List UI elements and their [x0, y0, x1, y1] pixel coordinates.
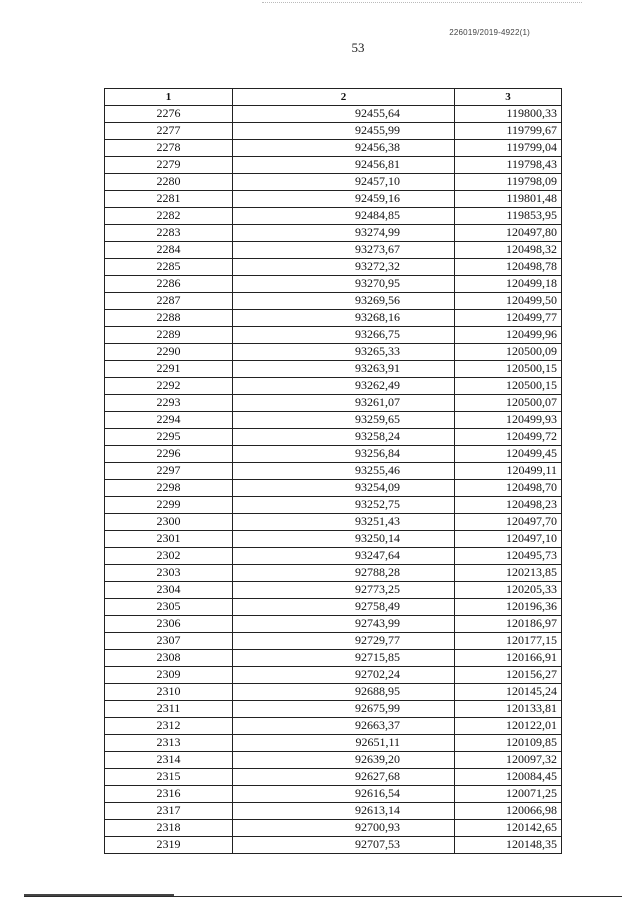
x-coordinate-cell: 93254,09 [233, 480, 455, 497]
table-row [105, 140, 562, 157]
point-number-cell: 2293 [105, 395, 233, 412]
x-coordinate-cell: 92773,25 [233, 582, 455, 599]
y-coordinate-cell: 120499,93 [455, 412, 562, 429]
y-coordinate-cell: 120497,10 [455, 531, 562, 548]
point-number-cell: 2300 [105, 514, 233, 531]
y-coordinate-cell: 119798,09 [455, 174, 562, 191]
x-coordinate-cell: 92729,77 [233, 633, 455, 650]
table-row [105, 123, 562, 140]
point-number-cell: 2319 [105, 837, 233, 854]
point-number-cell: 2307 [105, 633, 233, 650]
y-coordinate-cell: 120133,81 [455, 701, 562, 718]
table-row [105, 310, 562, 327]
y-coordinate-cell: 120498,70 [455, 480, 562, 497]
x-coordinate-cell: 93258,24 [233, 429, 455, 446]
point-number-cell: 2283 [105, 225, 233, 242]
table-row [105, 480, 562, 497]
y-coordinate-cell: 120109,85 [455, 735, 562, 752]
y-coordinate-cell: 119801,48 [455, 191, 562, 208]
point-number-cell: 2289 [105, 327, 233, 344]
table-row [105, 412, 562, 429]
x-coordinate-cell: 92675,99 [233, 701, 455, 718]
table-row [105, 497, 562, 514]
y-coordinate-cell: 120066,98 [455, 803, 562, 820]
table-row [105, 106, 562, 123]
point-number-cell: 2286 [105, 276, 233, 293]
table-row [105, 616, 562, 633]
point-number-cell: 2290 [105, 344, 233, 361]
table-row [105, 582, 562, 599]
x-coordinate-cell: 92456,81 [233, 157, 455, 174]
y-coordinate-cell: 120097,32 [455, 752, 562, 769]
table-row [105, 463, 562, 480]
table-row [105, 191, 562, 208]
table-row [105, 429, 562, 446]
point-number-cell: 2309 [105, 667, 233, 684]
table-row [105, 786, 562, 803]
y-coordinate-cell: 120148,35 [455, 837, 562, 854]
x-coordinate-cell: 92707,53 [233, 837, 455, 854]
bottom-scan-edge [24, 896, 622, 897]
x-coordinate-cell: 93270,95 [233, 276, 455, 293]
y-coordinate-cell: 120499,11 [455, 463, 562, 480]
point-number-cell: 2280 [105, 174, 233, 191]
y-coordinate-cell: 120142,65 [455, 820, 562, 837]
table-row [105, 259, 562, 276]
x-coordinate-cell: 93262,49 [233, 378, 455, 395]
y-coordinate-cell: 120498,78 [455, 259, 562, 276]
x-coordinate-cell: 92702,24 [233, 667, 455, 684]
x-coordinate-cell: 93252,75 [233, 497, 455, 514]
x-coordinate-cell: 92639,20 [233, 752, 455, 769]
y-coordinate-cell: 120213,85 [455, 565, 562, 582]
y-coordinate-cell: 120498,23 [455, 497, 562, 514]
point-number-cell: 2298 [105, 480, 233, 497]
x-coordinate-cell: 92651,11 [233, 735, 455, 752]
point-number-cell: 2315 [105, 769, 233, 786]
point-number-cell: 2277 [105, 123, 233, 140]
point-number-cell: 2285 [105, 259, 233, 276]
table-row [105, 820, 562, 837]
table-row [105, 344, 562, 361]
table-row [105, 531, 562, 548]
x-coordinate-cell: 92456,38 [233, 140, 455, 157]
x-coordinate-cell: 92455,99 [233, 123, 455, 140]
point-number-cell: 2312 [105, 718, 233, 735]
y-coordinate-cell: 120500,09 [455, 344, 562, 361]
column-header-1: 1 [105, 89, 233, 106]
point-number-cell: 2296 [105, 446, 233, 463]
table-row [105, 701, 562, 718]
y-coordinate-cell: 120205,33 [455, 582, 562, 599]
x-coordinate-cell: 93261,07 [233, 395, 455, 412]
point-number-cell: 2295 [105, 429, 233, 446]
y-coordinate-cell: 120499,45 [455, 446, 562, 463]
table-row [105, 327, 562, 344]
document-number: 226019/2019-4922(1) [449, 28, 530, 37]
x-coordinate-cell: 92459,16 [233, 191, 455, 208]
x-coordinate-cell: 92627,68 [233, 769, 455, 786]
point-number-cell: 2310 [105, 684, 233, 701]
table-row [105, 599, 562, 616]
y-coordinate-cell: 120500,15 [455, 378, 562, 395]
x-coordinate-cell: 92663,37 [233, 718, 455, 735]
y-coordinate-cell: 119799,04 [455, 140, 562, 157]
column-header-2: 2 [233, 89, 455, 106]
y-coordinate-cell: 120177,15 [455, 633, 562, 650]
point-number-cell: 2304 [105, 582, 233, 599]
point-number-cell: 2299 [105, 497, 233, 514]
table-row [105, 157, 562, 174]
point-number-cell: 2302 [105, 548, 233, 565]
x-coordinate-cell: 93250,14 [233, 531, 455, 548]
point-number-cell: 2282 [105, 208, 233, 225]
x-coordinate-cell: 92743,99 [233, 616, 455, 633]
y-coordinate-cell: 120500,15 [455, 361, 562, 378]
y-coordinate-cell: 119800,33 [455, 106, 562, 123]
y-coordinate-cell: 120084,45 [455, 769, 562, 786]
y-coordinate-cell: 120500,07 [455, 395, 562, 412]
y-coordinate-cell: 120499,96 [455, 327, 562, 344]
y-coordinate-cell: 120495,73 [455, 548, 562, 565]
x-coordinate-cell: 93266,75 [233, 327, 455, 344]
table-row [105, 667, 562, 684]
point-number-cell: 2287 [105, 293, 233, 310]
x-coordinate-cell: 93269,56 [233, 293, 455, 310]
y-coordinate-cell: 120497,80 [455, 225, 562, 242]
y-coordinate-cell: 119799,67 [455, 123, 562, 140]
x-coordinate-cell: 93255,46 [233, 463, 455, 480]
point-number-cell: 2311 [105, 701, 233, 718]
table-header-row [105, 89, 562, 106]
table-row [105, 361, 562, 378]
y-coordinate-cell: 120156,27 [455, 667, 562, 684]
table-row [105, 446, 562, 463]
y-coordinate-cell: 119798,43 [455, 157, 562, 174]
y-coordinate-cell: 120499,18 [455, 276, 562, 293]
x-coordinate-cell: 92455,64 [233, 106, 455, 123]
point-number-cell: 2308 [105, 650, 233, 667]
point-number-cell: 2276 [105, 106, 233, 123]
x-coordinate-cell: 92788,28 [233, 565, 455, 582]
point-number-cell: 2305 [105, 599, 233, 616]
table-row [105, 514, 562, 531]
table-row [105, 293, 562, 310]
y-coordinate-cell: 120498,32 [455, 242, 562, 259]
x-coordinate-cell: 93274,99 [233, 225, 455, 242]
table-row [105, 225, 562, 242]
x-coordinate-cell: 93247,64 [233, 548, 455, 565]
x-coordinate-cell: 92758,49 [233, 599, 455, 616]
table-row [105, 803, 562, 820]
y-coordinate-cell: 120499,77 [455, 310, 562, 327]
point-number-cell: 2292 [105, 378, 233, 395]
point-number-cell: 2291 [105, 361, 233, 378]
x-coordinate-cell: 93272,32 [233, 259, 455, 276]
y-coordinate-cell: 120186,97 [455, 616, 562, 633]
y-coordinate-cell: 120166,91 [455, 650, 562, 667]
table-row [105, 378, 562, 395]
table-row [105, 174, 562, 191]
x-coordinate-cell: 93268,16 [233, 310, 455, 327]
point-number-cell: 2278 [105, 140, 233, 157]
table-row [105, 242, 562, 259]
x-coordinate-cell: 93265,33 [233, 344, 455, 361]
table-row [105, 684, 562, 701]
table-row [105, 735, 562, 752]
table-row [105, 633, 562, 650]
point-number-cell: 2314 [105, 752, 233, 769]
x-coordinate-cell: 93251,43 [233, 514, 455, 531]
y-coordinate-cell: 119853,95 [455, 208, 562, 225]
y-coordinate-cell: 120497,70 [455, 514, 562, 531]
x-coordinate-cell: 93273,67 [233, 242, 455, 259]
column-header-3: 3 [455, 89, 562, 106]
table-row [105, 837, 562, 854]
point-number-cell: 2313 [105, 735, 233, 752]
point-number-cell: 2281 [105, 191, 233, 208]
coordinates-table [104, 88, 562, 854]
table-row [105, 752, 562, 769]
table-row [105, 565, 562, 582]
table-row [105, 769, 562, 786]
x-coordinate-cell: 93263,91 [233, 361, 455, 378]
x-coordinate-cell: 92457,10 [233, 174, 455, 191]
y-coordinate-cell: 120196,36 [455, 599, 562, 616]
x-coordinate-cell: 92616,54 [233, 786, 455, 803]
table-row [105, 276, 562, 293]
x-coordinate-cell: 92613,14 [233, 803, 455, 820]
table-row [105, 395, 562, 412]
x-coordinate-cell: 93259,65 [233, 412, 455, 429]
table-row [105, 650, 562, 667]
table-row [105, 548, 562, 565]
point-number-cell: 2317 [105, 803, 233, 820]
x-coordinate-cell: 92484,85 [233, 208, 455, 225]
x-coordinate-cell: 92715,85 [233, 650, 455, 667]
page-number: 53 [351, 40, 365, 55]
top-scan-edge [262, 2, 582, 3]
point-number-cell: 2297 [105, 463, 233, 480]
y-coordinate-cell: 120122,01 [455, 718, 562, 735]
x-coordinate-cell: 92688,95 [233, 684, 455, 701]
point-number-cell: 2303 [105, 565, 233, 582]
point-number-cell: 2306 [105, 616, 233, 633]
point-number-cell: 2301 [105, 531, 233, 548]
point-number-cell: 2288 [105, 310, 233, 327]
y-coordinate-cell: 120499,72 [455, 429, 562, 446]
table-row [105, 718, 562, 735]
point-number-cell: 2318 [105, 820, 233, 837]
y-coordinate-cell: 120071,25 [455, 786, 562, 803]
x-coordinate-cell: 93256,84 [233, 446, 455, 463]
table-body [105, 106, 562, 854]
point-number-cell: 2284 [105, 242, 233, 259]
x-coordinate-cell: 92700,93 [233, 820, 455, 837]
point-number-cell: 2294 [105, 412, 233, 429]
point-number-cell: 2279 [105, 157, 233, 174]
y-coordinate-cell: 120499,50 [455, 293, 562, 310]
y-coordinate-cell: 120145,24 [455, 684, 562, 701]
table-row [105, 208, 562, 225]
point-number-cell: 2316 [105, 786, 233, 803]
